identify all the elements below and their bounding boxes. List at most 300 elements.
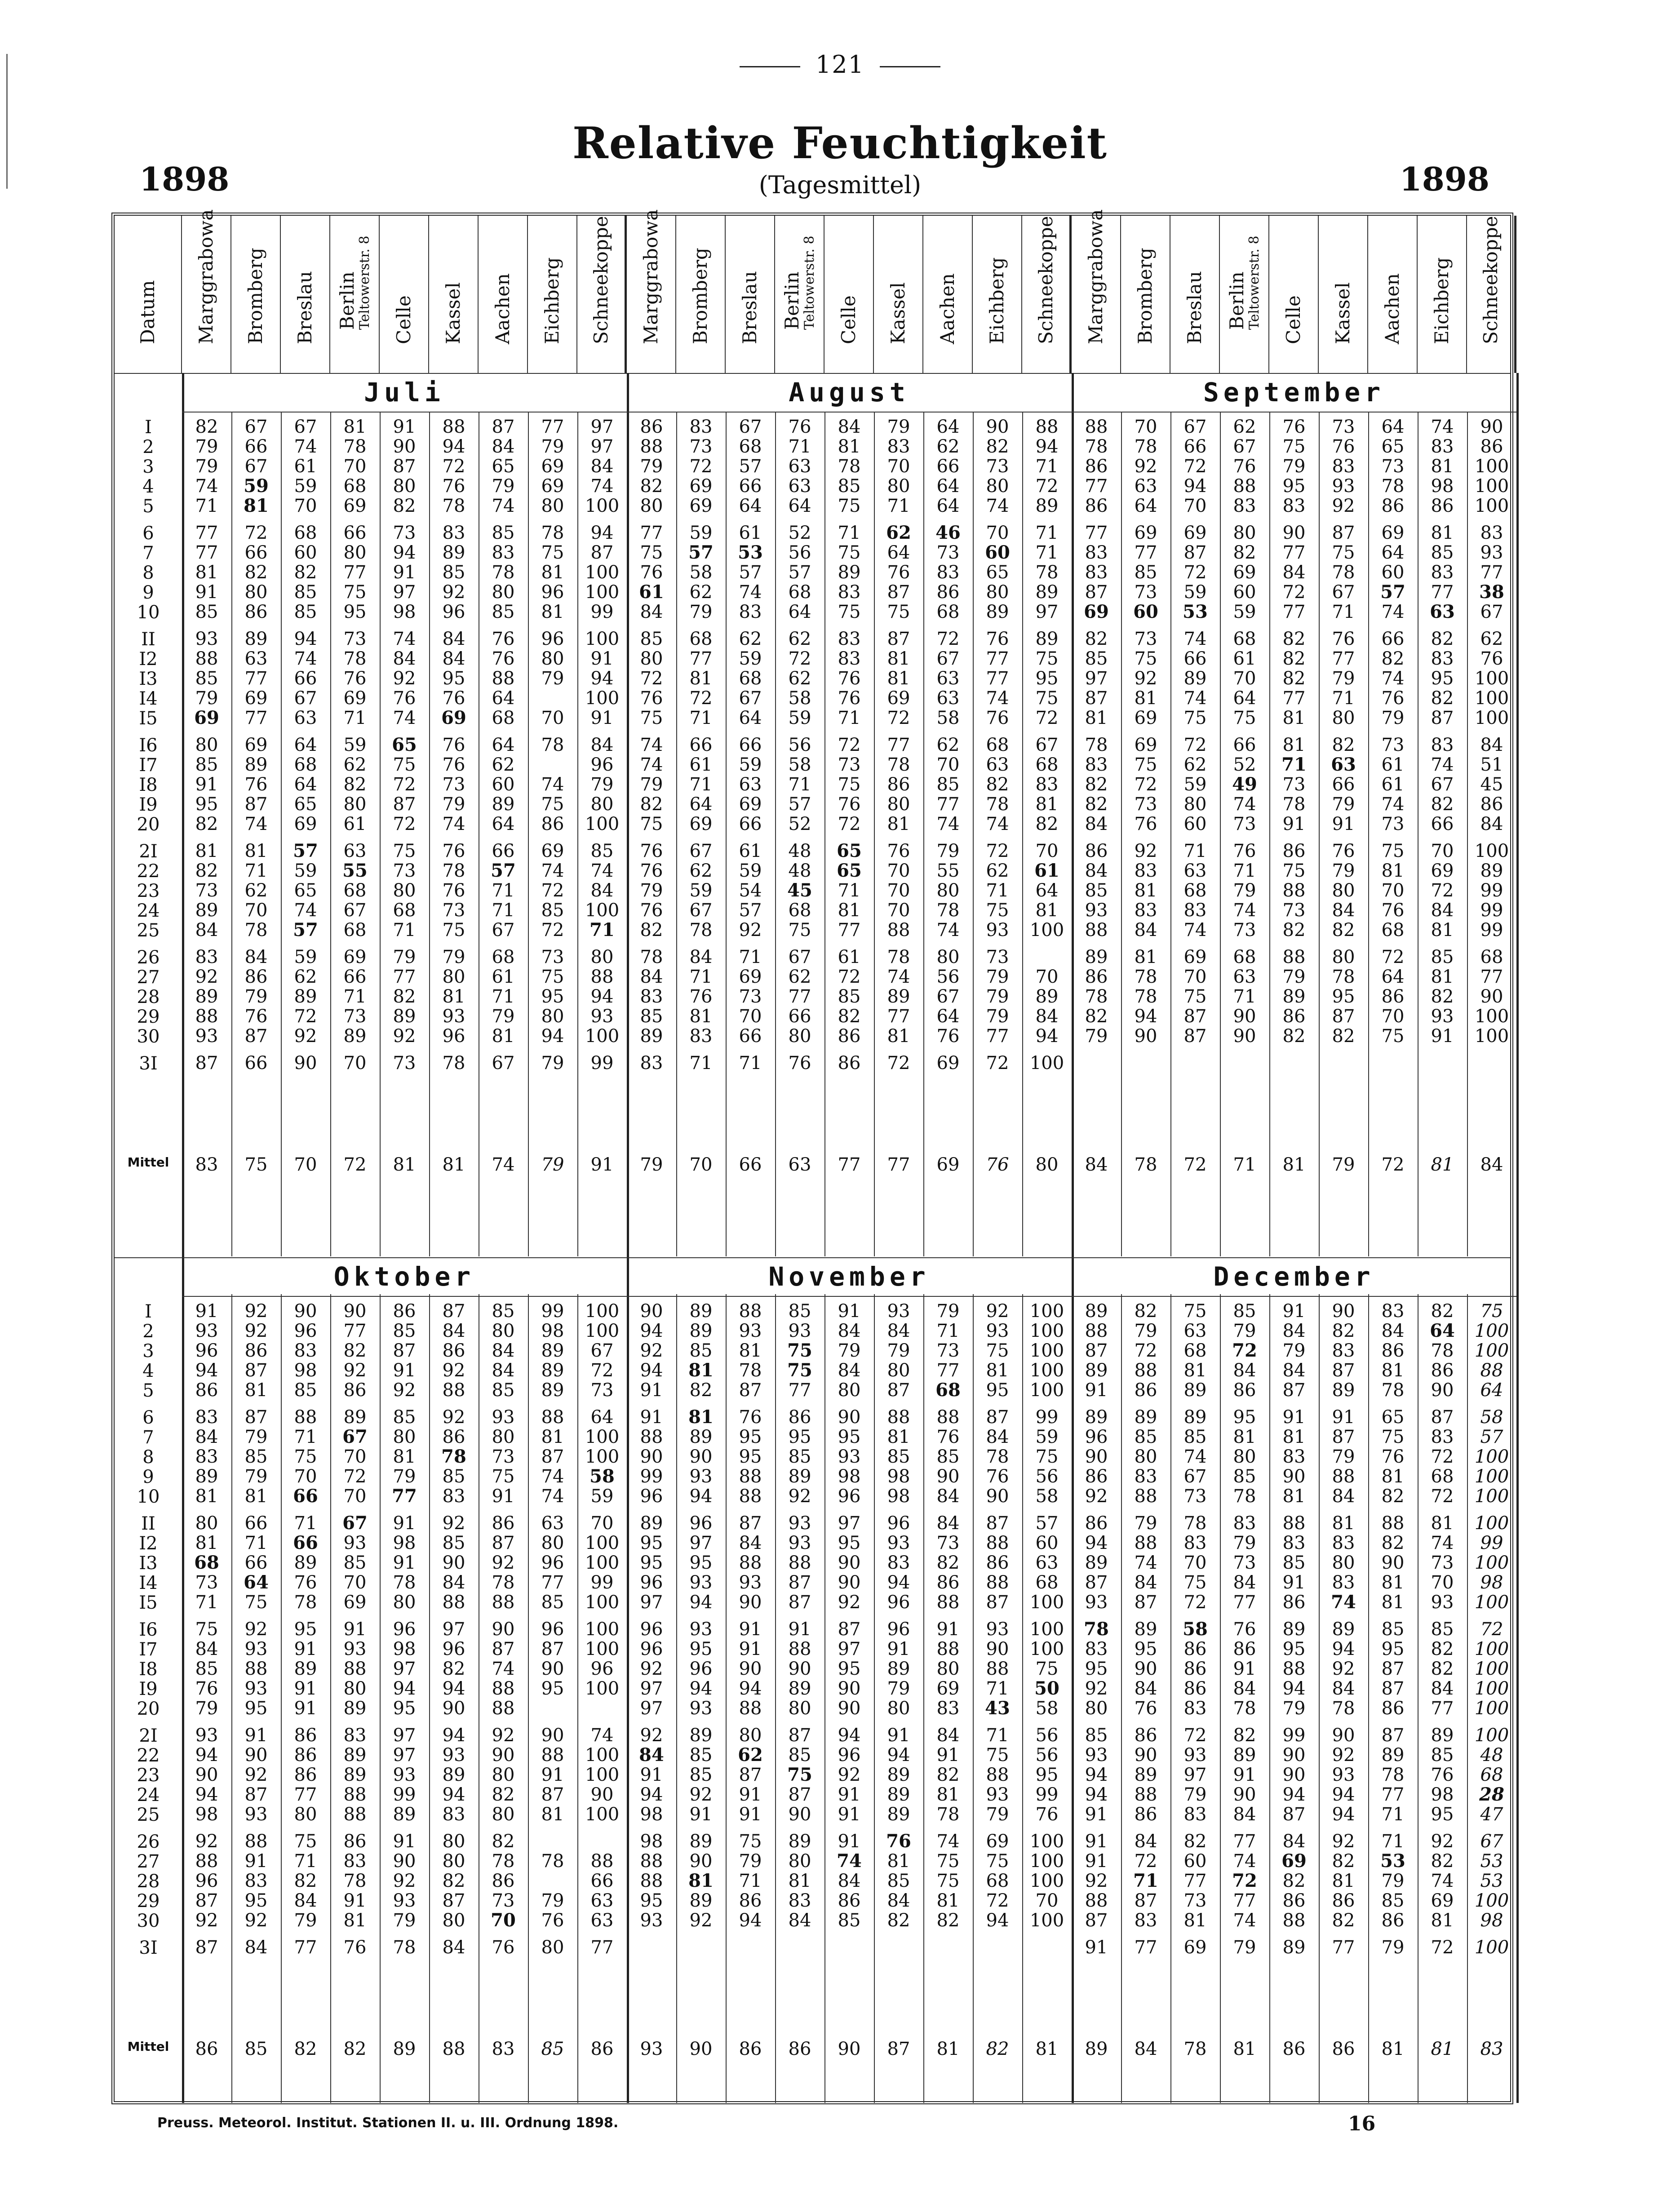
table-cell: 71 — [1332, 602, 1355, 622]
table-cell: 83 — [1381, 1301, 1405, 1322]
table-cell: 74 — [1331, 1592, 1356, 1613]
table-cell: 87 — [1085, 1572, 1108, 1593]
table-cell: 60 — [1233, 582, 1256, 603]
table-cell: 60 — [1184, 1851, 1207, 1872]
table-cell: 86 — [294, 1765, 317, 1785]
table-cell: 93 — [343, 1533, 367, 1553]
table-cell: 83 — [1431, 436, 1454, 457]
station-name-text: Breslau — [739, 271, 761, 344]
table-cell: 83 — [640, 1053, 663, 1073]
table-cell: 91 — [195, 774, 218, 795]
table-cell: 86 — [1431, 1360, 1454, 1381]
table-cell: 93 — [986, 1321, 1009, 1341]
table-cell: 74 — [1381, 668, 1405, 689]
table-cell: 90 — [1134, 1745, 1157, 1765]
table-cell: 80 — [343, 542, 367, 563]
table-cell: 92 — [442, 582, 465, 603]
table-cell: 91 — [1085, 1831, 1108, 1852]
table-column-rule — [1516, 373, 1519, 2103]
table-cell: 69 — [1134, 523, 1157, 543]
table-cell: 83 — [689, 1026, 713, 1047]
table-cell: 78 — [1184, 1513, 1207, 1534]
table-cell: 64 — [492, 735, 515, 755]
mittel-cell: 74 — [492, 1154, 515, 1175]
table-cell: 100 — [1474, 1553, 1509, 1573]
table-cell: 83 — [1431, 648, 1454, 669]
table-cell: 83 — [1332, 456, 1355, 477]
table-cell: 80 — [492, 1804, 515, 1825]
table-cell: 100 — [585, 562, 620, 583]
table-cell: 98 — [838, 1466, 861, 1487]
table-cell: 89 — [343, 1407, 367, 1428]
table-cell: 66 — [689, 735, 713, 755]
table-cell: 88 — [1282, 947, 1306, 967]
table-cell: 62 — [788, 967, 811, 987]
table-cell: 81 — [1085, 708, 1108, 728]
table-cell: 71 — [294, 1851, 317, 1872]
table-cell: 87 — [442, 1890, 465, 1911]
table-cell: 83 — [1085, 1639, 1108, 1659]
table-cell: 57 — [491, 860, 516, 881]
row-label-date: I9 — [139, 1679, 158, 1699]
table-cell: 84 — [1134, 920, 1157, 940]
table-cell: 83 — [1233, 496, 1256, 516]
table-cell: 66 — [590, 1871, 614, 1891]
table-cell: 84 — [1332, 1678, 1355, 1699]
table-cell: 82 — [936, 1765, 960, 1785]
table-cell: 48 — [788, 861, 811, 881]
table-cell: 79 — [1381, 1937, 1405, 1958]
table-cell: 94 — [442, 1678, 465, 1699]
table-cell: 65 — [392, 734, 417, 755]
table-cell: 69 — [541, 841, 564, 861]
table-cell: 88 — [640, 1871, 663, 1891]
table-cell: 80 — [739, 1725, 762, 1746]
table-cell: 90 — [294, 1301, 317, 1322]
table-cell: 83 — [1282, 1533, 1306, 1553]
table-cell: 64 — [936, 1006, 960, 1027]
table-cell: 77 — [541, 417, 564, 437]
table-cell: 71 — [492, 880, 515, 901]
table-cell: 71 — [1035, 456, 1059, 477]
table-cell: 75 — [1035, 1446, 1059, 1467]
table-cell: 88 — [195, 1851, 218, 1872]
row-label-date: I7 — [139, 755, 158, 776]
table-cell: 76 — [343, 668, 367, 689]
table-cell: 91 — [1085, 1804, 1108, 1825]
table-cell: 87 — [393, 1340, 416, 1361]
table-cell: 71 — [887, 496, 910, 516]
table-cell: 68 — [1233, 629, 1256, 649]
table-column-rule — [1368, 412, 1369, 1256]
column-header-station — [726, 216, 775, 373]
table-cell: 79 — [1134, 1513, 1157, 1534]
table-cell: 68 — [1431, 1466, 1454, 1487]
table-cell: 91 — [689, 1804, 713, 1825]
table-cell: 72 — [640, 668, 663, 689]
row-label-date: 30 — [137, 1911, 160, 1931]
table-cell: 83 — [1085, 754, 1108, 775]
row-label-date: 10 — [137, 1486, 160, 1507]
table-cell: 91 — [739, 1784, 762, 1805]
table-cell: 90 — [1134, 1026, 1157, 1047]
table-cell: 81 — [1381, 861, 1405, 881]
table-cell: 80 — [294, 1804, 317, 1825]
table-cell: 58 — [788, 754, 811, 775]
table-cell: 84 — [1332, 1486, 1355, 1507]
table-cell: 72 — [1184, 456, 1207, 477]
table-cell: 75 — [788, 920, 811, 940]
table-cell: 82 — [640, 920, 663, 940]
table-cell: 86 — [1085, 1466, 1108, 1487]
table-cell: 95 — [838, 1659, 861, 1679]
mittel-cell: 72 — [1381, 1154, 1405, 1175]
table-cell: 79 — [1282, 967, 1306, 987]
table-cell: 43 — [985, 1698, 1010, 1719]
table-cell: 90 — [590, 1784, 614, 1805]
table-cell: 77 — [788, 1380, 811, 1401]
table-cell: 98 — [1480, 1572, 1503, 1593]
table-cell: 76 — [1332, 436, 1355, 457]
table-cell: 82 — [1085, 774, 1108, 795]
table-cell: 73 — [986, 947, 1009, 967]
table-cell: 75 — [986, 1851, 1009, 1872]
column-header-station — [231, 216, 281, 373]
table-cell: 54 — [739, 880, 762, 901]
table-cell: 71 — [689, 774, 713, 795]
table-cell: 61 — [739, 523, 762, 543]
table-cell: 87 — [442, 1301, 465, 1322]
table-cell: 73 — [1233, 814, 1256, 834]
table-cell: 80 — [887, 1698, 910, 1719]
table-cell: 83 — [1332, 1340, 1355, 1361]
table-cell: 93 — [788, 1513, 811, 1534]
table-cell: 80 — [986, 476, 1009, 497]
table-cell: 74 — [1233, 900, 1256, 921]
table-cell: 83 — [640, 986, 663, 1007]
table-cell: 62 — [244, 880, 268, 901]
table-cell: 86 — [838, 1053, 861, 1073]
table-cell: 74 — [590, 1725, 614, 1746]
table-cell: 82 — [393, 986, 416, 1007]
table-cell: 62 — [1184, 754, 1207, 775]
table-cell: 67 — [689, 841, 713, 861]
table-cell: 80 — [541, 1533, 564, 1553]
table-cell: 85 — [788, 1301, 811, 1322]
table-cell: 100 — [1029, 1851, 1064, 1872]
table-cell: 93 — [1332, 476, 1355, 497]
table-cell: 75 — [787, 1764, 812, 1785]
table-cell: 62 — [689, 582, 713, 603]
table-cell: 81 — [492, 1026, 515, 1047]
table-cell: 96 — [590, 1659, 614, 1679]
table-cell: 86 — [393, 1301, 416, 1322]
table-cell: 86 — [1480, 436, 1503, 457]
table-cell: 92 — [195, 1831, 218, 1852]
mittel-cell: 81 — [1431, 2039, 1454, 2059]
table-cell: 75 — [1184, 986, 1207, 1007]
table-cell: 86 — [788, 1407, 811, 1428]
mittel-cell: 86 — [590, 2039, 614, 2059]
table-cell: 87 — [1085, 1340, 1108, 1361]
table-cell: 75 — [1035, 1659, 1059, 1679]
table-cell: 96 — [887, 1592, 910, 1613]
table-cell: 76 — [442, 880, 465, 901]
table-cell: 84 — [1233, 1360, 1256, 1381]
table-cell: 89 — [294, 1659, 317, 1679]
table-cell: 77 — [393, 967, 416, 987]
table-cell: 86 — [1381, 1910, 1405, 1931]
mittel-cell: 77 — [838, 1154, 861, 1175]
table-cell: 96 — [838, 1486, 861, 1507]
table-cell: 78 — [541, 523, 564, 543]
table-cell: 94 — [1282, 1678, 1306, 1699]
table-cell: 83 — [838, 648, 861, 669]
table-cell: 69 — [689, 476, 713, 497]
table-cell: 73 — [1381, 735, 1405, 755]
mittel-cell: 79 — [1332, 1154, 1355, 1175]
table-cell: 70 — [343, 1446, 367, 1467]
table-cell: 99 — [640, 1466, 663, 1487]
table-cell: 84 — [640, 602, 663, 622]
table-cell: 93 — [1085, 1592, 1108, 1613]
table-cell: 81 — [1233, 1427, 1256, 1447]
table-cell: 97 — [1085, 668, 1108, 689]
table-cell: 98 — [195, 1804, 218, 1825]
station-name-text: Breslau — [1184, 271, 1206, 344]
table-cell: 92 — [640, 1659, 663, 1679]
table-cell: 66 — [1381, 629, 1405, 649]
table-cell: 73 — [393, 1053, 416, 1073]
table-cell: 96 — [541, 1619, 564, 1640]
table-column-rule — [1121, 412, 1122, 1256]
table-cell: 62 — [492, 754, 515, 775]
table-cell: 97 — [1184, 1765, 1207, 1785]
table-cell: 78 — [244, 920, 268, 940]
table-cell: 89 — [541, 1340, 564, 1361]
table-cell: 74 — [640, 754, 663, 775]
table-cell: 89 — [1085, 1360, 1108, 1381]
table-rule — [182, 412, 1516, 413]
table-cell: 91 — [393, 1553, 416, 1573]
table-cell: 87 — [1085, 1910, 1108, 1931]
table-cell: 100 — [585, 496, 620, 516]
table-cell: 89 — [492, 794, 515, 815]
table-cell: 67 — [1035, 735, 1059, 755]
table-cell: 100 — [1029, 1301, 1064, 1322]
table-cell: 80 — [640, 496, 663, 516]
mittel-cell: 81 — [936, 2039, 960, 2059]
table-cell: 95 — [244, 1890, 268, 1911]
table-cell: 85 — [640, 1006, 663, 1027]
table-cell: 87 — [1381, 1678, 1405, 1699]
table-cell: 58 — [590, 1466, 615, 1487]
table-cell: 97 — [393, 582, 416, 603]
table-cell: 90 — [838, 1698, 861, 1719]
table-cell: 76 — [442, 476, 465, 497]
table-cell: 80 — [541, 648, 564, 669]
table-cell: 62 — [294, 967, 317, 987]
table-cell: 83 — [1134, 900, 1157, 921]
table-cell: 83 — [1184, 1804, 1207, 1825]
table-cell: 77 — [195, 523, 218, 543]
table-cell: 67 — [343, 900, 367, 921]
table-cell: 76 — [936, 1427, 960, 1447]
table-cell: 91 — [640, 1380, 663, 1401]
table-cell: 78 — [1134, 436, 1157, 457]
table-cell: 100 — [1474, 1659, 1509, 1679]
footer-note: Preuss. Meteorol. Institut. Stationen II. u. III. Ordnung 1898. — [157, 2115, 619, 2131]
table-cell: 86 — [1282, 1592, 1306, 1613]
table-cell: 80 — [640, 648, 663, 669]
table-cell: 77 — [838, 920, 861, 940]
table-cell: 90 — [1282, 1466, 1306, 1487]
table-cell: 68 — [739, 668, 762, 689]
table-cell: 78 — [1332, 1698, 1355, 1719]
table-cell: 95 — [1381, 1639, 1405, 1659]
table-cell: 88 — [1282, 1910, 1306, 1931]
table-cell: 90 — [541, 1659, 564, 1679]
table-cell: 75 — [640, 814, 663, 834]
table-cell: 92 — [1332, 496, 1355, 516]
table-cell: 93 — [689, 1572, 713, 1593]
table-cell: 74 — [1431, 1871, 1454, 1891]
table-cell: 79 — [887, 1340, 910, 1361]
table-cell: 62 — [986, 861, 1009, 881]
table-cell: 85 — [1184, 1427, 1207, 1447]
table-cell: 76 — [1332, 841, 1355, 861]
table-cell: 79 — [244, 986, 268, 1007]
table-cell: 66 — [739, 476, 762, 497]
table-cell: 80 — [936, 947, 960, 967]
table-cell: 69 — [343, 496, 367, 516]
table-cell: 94 — [1085, 1784, 1108, 1805]
table-cell: 82 — [1184, 1831, 1207, 1852]
table-cell: 83 — [1184, 1698, 1207, 1719]
table-cell: 64 — [1134, 496, 1157, 516]
table-cell: 99 — [1480, 880, 1503, 901]
table-cell: 58 — [1183, 1619, 1208, 1640]
table-cell: 90 — [343, 1301, 367, 1322]
table-cell: 93 — [442, 1745, 465, 1765]
table-cell: 76 — [640, 688, 663, 709]
table-cell: 100 — [1029, 1053, 1064, 1073]
table-cell: 83 — [195, 1446, 218, 1467]
table-cell: 90 — [393, 436, 416, 457]
row-label-date: 7 — [142, 543, 154, 563]
table-column-rule — [1368, 1294, 1369, 2103]
table-cell: 78 — [492, 1851, 515, 1872]
table-cell: 80 — [442, 1910, 465, 1931]
table-cell: 82 — [442, 1871, 465, 1891]
table-cell: 67 — [1431, 774, 1454, 795]
table-cell: 72 — [1282, 582, 1306, 603]
table-cell: 70 — [1431, 841, 1454, 861]
table-cell: 73 — [1282, 774, 1306, 795]
mittel-cell: 83 — [1480, 2039, 1503, 2059]
table-cell: 90 — [1282, 1765, 1306, 1785]
table-cell: 84 — [739, 1533, 762, 1553]
table-cell: 96 — [887, 1619, 910, 1640]
column-header-station — [775, 216, 824, 373]
table-cell: 88 — [936, 1407, 960, 1428]
table-cell: 53 — [1480, 1851, 1503, 1872]
table-cell: 62 — [788, 668, 811, 689]
table-cell: 75 — [838, 602, 861, 622]
table-cell: 74 — [492, 1659, 515, 1679]
column-header-datum-label: Datum — [137, 280, 159, 344]
table-cell: 82 — [492, 1784, 515, 1805]
column-header-station — [1269, 216, 1319, 373]
table-cell: 76 — [986, 1466, 1009, 1487]
table-cell: 88 — [541, 1745, 564, 1765]
table-cell: 93 — [739, 1572, 762, 1593]
table-cell: 87 — [1381, 1659, 1405, 1679]
table-cell: 82 — [343, 1340, 367, 1361]
table-cell: 100 — [585, 1446, 620, 1467]
table-cell: 89 — [541, 1360, 564, 1381]
table-cell: 87 — [1134, 1890, 1157, 1911]
table-cell: 70 — [887, 880, 910, 901]
table-cell: 76 — [1035, 1804, 1059, 1825]
table-cell: 87 — [739, 1380, 762, 1401]
table-cell: 72 — [887, 1053, 910, 1073]
table-column-rule — [577, 412, 578, 1256]
table-cell: 64 — [936, 476, 960, 497]
table-cell: 57 — [293, 919, 318, 940]
table-cell: 68 — [739, 436, 762, 457]
table-cell: 81 — [1184, 1360, 1207, 1381]
table-cell: 81 — [788, 1871, 811, 1891]
table-cell: 72 — [1480, 1619, 1503, 1640]
table-cell: 56 — [1035, 1745, 1059, 1765]
table-cell: 45 — [1480, 774, 1503, 795]
table-cell: 85 — [1085, 648, 1108, 669]
table-cell: 68 — [986, 735, 1009, 755]
table-column-rule — [330, 412, 331, 1256]
table-cell: 68 — [1480, 947, 1503, 967]
table-cell: 64 — [492, 814, 515, 834]
table-cell: 75 — [1134, 754, 1157, 775]
table-cell: 75 — [541, 967, 564, 987]
table-cell: 89 — [1035, 582, 1059, 603]
table-cell: 61 — [838, 947, 861, 967]
table-cell: 90 — [1480, 417, 1503, 437]
table-cell: 89 — [343, 1026, 367, 1047]
table-cell: 87 — [1332, 1427, 1355, 1447]
table-cell: 92 — [343, 1360, 367, 1381]
table-cell: 76 — [244, 774, 268, 795]
table-cell: 78 — [1084, 1619, 1109, 1640]
table-cell: 67 — [1184, 417, 1207, 437]
mittel-cell: 72 — [343, 1154, 367, 1175]
table-cell: 98 — [541, 1321, 564, 1341]
table-cell: 95 — [689, 1639, 713, 1659]
table-cell: 93 — [393, 1765, 416, 1785]
mittel-cell: 90 — [689, 2039, 713, 2059]
table-cell: 66 — [739, 814, 762, 834]
table-cell: 68 — [1184, 880, 1207, 901]
table-cell: 81 — [244, 1380, 268, 1401]
station-name-text: Marggrabowa — [640, 209, 662, 344]
table-cell: 72 — [294, 1006, 317, 1027]
table-cell: 74 — [936, 814, 960, 834]
row-label-date: 25 — [137, 1805, 160, 1825]
table-cell: 63 — [1134, 476, 1157, 497]
row-label-date: I — [145, 1301, 152, 1322]
table-cell: 63 — [1233, 967, 1256, 987]
table-cell: 87 — [195, 1053, 218, 1073]
